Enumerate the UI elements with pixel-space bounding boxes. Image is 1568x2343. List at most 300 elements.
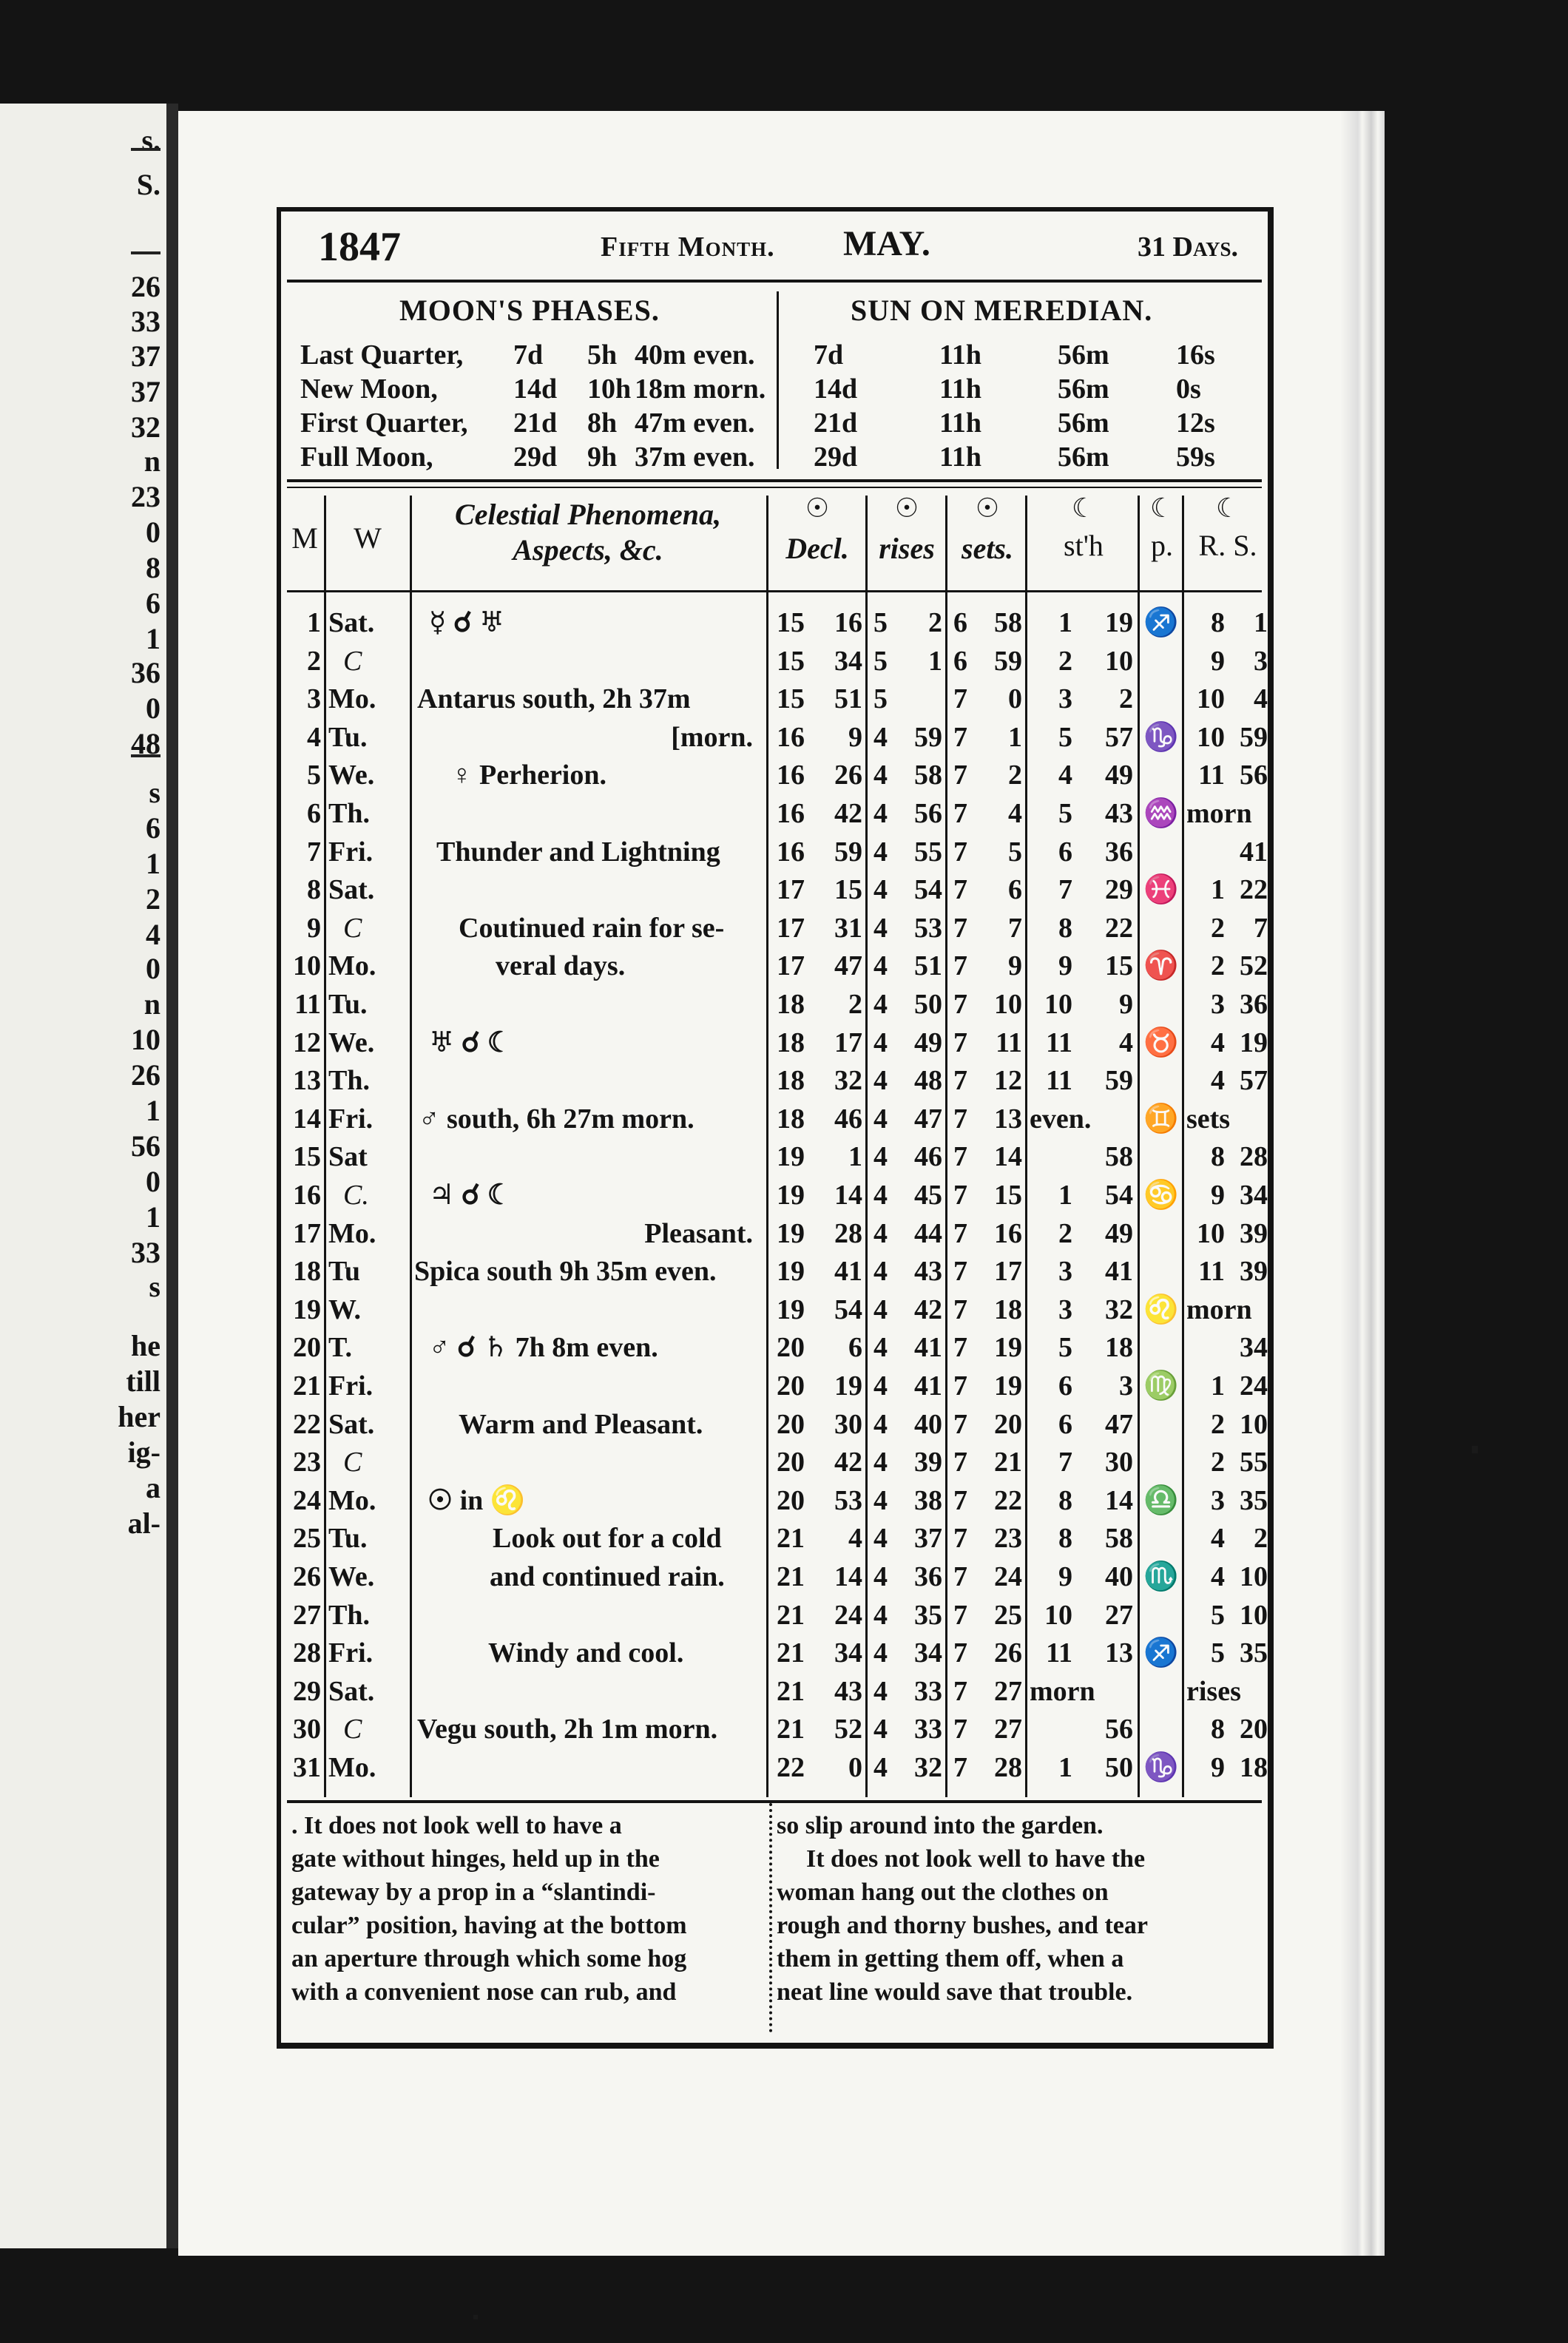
moon-south-hour: even. <box>1030 1103 1092 1135</box>
facing-page-fragment: 4 <box>146 918 160 951</box>
moon-south-minute: 29 <box>1105 874 1133 906</box>
moon-south-hour: 7 <box>1058 874 1072 906</box>
moon-rise-set-hour: 8 <box>1211 1141 1225 1173</box>
sun-set-minute: 11 <box>996 1027 1022 1058</box>
sun-set-hour: 7 <box>953 1408 967 1440</box>
decl-degrees: 20 <box>777 1484 805 1516</box>
sun-rise-minute: 40 <box>914 1408 942 1440</box>
sun-rise-hour: 4 <box>873 1675 888 1707</box>
footer-line: . It does not look well to have a <box>291 1812 622 1839</box>
decl-minutes: 51 <box>834 683 862 715</box>
sun-set-minute: 19 <box>994 1370 1022 1402</box>
moon-south-hour: 8 <box>1058 912 1072 944</box>
moon-south-hour: 11 <box>1046 1637 1072 1669</box>
footer-line: gateway by a prop in a “slantindi- <box>291 1879 656 1906</box>
sun-rise-hour: 4 <box>873 1103 888 1135</box>
moon-rise-set-hour: 9 <box>1211 1180 1225 1211</box>
facing-page-fragment: 0 <box>146 1165 160 1198</box>
sun-second: 12s <box>1176 408 1215 439</box>
phenomenon-note: Warm and Pleasant. <box>459 1408 703 1440</box>
phases-rule-1 <box>287 479 1262 482</box>
moon-south-hour: 4 <box>1058 760 1072 791</box>
day-of-week: Th. <box>328 798 370 829</box>
table-row <box>281 909 1268 947</box>
decl-minutes: 42 <box>834 1447 862 1478</box>
sun-second: 16s <box>1176 339 1215 371</box>
sun-set-hour: 7 <box>953 1294 967 1325</box>
sun-meridian-row <box>791 405 1265 441</box>
phase-time: 37m even. <box>635 442 755 473</box>
decl-minutes: 15 <box>834 874 862 906</box>
sun-rise-minute: 42 <box>914 1294 942 1325</box>
sun-set-minute: 12 <box>994 1065 1022 1097</box>
table-header <box>281 493 1268 589</box>
day-of-month: 11 <box>294 989 321 1020</box>
moon-icon: ☾ <box>1215 493 1240 523</box>
table-row <box>281 756 1268 794</box>
moon-south-minute: 10 <box>1105 645 1133 677</box>
moon-south-hour: 1 <box>1058 1180 1072 1211</box>
moon-rise-set-minute: 3 <box>1254 645 1268 677</box>
phase-day: 21d <box>513 408 558 439</box>
moon-south-hour: morn <box>1030 1675 1095 1707</box>
day-of-month: 21 <box>293 1370 321 1402</box>
facing-page-fragment: 8 <box>146 551 160 584</box>
day-of-week: Fri. <box>328 1370 374 1402</box>
table-row <box>281 1672 1268 1711</box>
moon-phase-row <box>300 371 774 407</box>
moon-south-minute: 57 <box>1105 721 1133 753</box>
decl-degrees: 15 <box>777 645 805 677</box>
moon-south-minute: 30 <box>1105 1447 1133 1478</box>
sun-hour: 11h <box>939 339 982 371</box>
table-row <box>281 1748 1268 1787</box>
decl-degrees: 21 <box>777 1714 805 1745</box>
sun-day: 21d <box>814 408 858 439</box>
facing-page-fragment: 0 <box>146 515 160 549</box>
decl-minutes: 16 <box>834 607 862 638</box>
day-of-week: Sat <box>328 1141 368 1173</box>
day-of-month: 20 <box>293 1332 321 1364</box>
phase-day: 7d <box>513 339 544 371</box>
sun-set-minute: 19 <box>994 1332 1022 1364</box>
moon-rise-set-minute: 36 <box>1240 989 1268 1020</box>
sun-rise-hour: 4 <box>873 760 888 791</box>
facing-page-fragment: till <box>126 1365 160 1398</box>
moon-rise-set-minute: 35 <box>1240 1484 1268 1516</box>
decl-minutes: 46 <box>834 1103 862 1135</box>
sun-rise-minute: 33 <box>914 1675 942 1707</box>
table-row <box>281 985 1268 1024</box>
sun-set-minute: 28 <box>994 1752 1022 1783</box>
decl-minutes: 59 <box>834 836 862 868</box>
sun-set-hour: 7 <box>953 1484 967 1516</box>
phase-divider <box>777 291 779 469</box>
decl-minutes: 47 <box>834 950 862 982</box>
facing-page-fragment: S. <box>136 168 160 201</box>
sun-rise-hour: 4 <box>873 912 888 944</box>
title-row <box>281 217 1268 277</box>
phenomenon-note: Thunder and Lightning <box>436 836 720 868</box>
decl-minutes: 41 <box>834 1256 862 1288</box>
sun-rise-minute: 43 <box>914 1256 942 1288</box>
table-row <box>281 870 1268 909</box>
day-of-month: 16 <box>293 1180 321 1211</box>
facing-page-fragment: a <box>146 1471 160 1504</box>
print-speck <box>1472 1446 1478 1453</box>
moon-rise-set-hour: 4 <box>1211 1561 1225 1592</box>
moon-south-minute: 19 <box>1105 607 1133 638</box>
moon-rise-set-minute: 19 <box>1240 1027 1268 1058</box>
phase-time: 47m even. <box>635 408 755 439</box>
facing-page-fragment: s <box>149 776 160 809</box>
decl-minutes: 14 <box>834 1561 862 1592</box>
moon-rise-set-hour: 2 <box>1211 950 1225 982</box>
sun-set-hour: 7 <box>953 1180 967 1211</box>
moon-rise-set-minute: 59 <box>1240 721 1268 753</box>
day-of-week: Mo. <box>328 1752 376 1783</box>
moon-south-minute: 18 <box>1105 1332 1133 1364</box>
sun-set-hour: 7 <box>953 798 967 829</box>
sun-minute: 56m <box>1058 442 1109 473</box>
day-of-week: T. <box>328 1332 353 1364</box>
moon-rise-set-minute: 10 <box>1240 1561 1268 1592</box>
phenomenon-note: ♃ ☌ ☾ <box>429 1180 513 1211</box>
month: MAY. <box>843 224 930 263</box>
sun-set-hour: 7 <box>953 1103 967 1135</box>
sun-set-minute: 21 <box>994 1447 1022 1478</box>
moon-place-sign: ♐ <box>1143 607 1179 638</box>
decl-minutes: 4 <box>848 1523 862 1555</box>
day-of-month: 26 <box>293 1561 321 1592</box>
sun-rise-hour: 4 <box>873 1523 888 1555</box>
decl-degrees: 21 <box>777 1561 805 1592</box>
moon-icon: ☾ <box>1149 493 1175 523</box>
moon-phase-row <box>300 439 774 475</box>
moon-place-sign: ♓ <box>1143 874 1179 906</box>
sun-rise-hour: 4 <box>873 1065 888 1097</box>
sun-set-hour: 7 <box>953 760 967 791</box>
moon-south-minute: 4 <box>1119 1027 1133 1058</box>
moon-south-hour: 6 <box>1058 1408 1072 1440</box>
day-of-month: 4 <box>307 721 321 753</box>
day-of-week: C <box>343 912 362 944</box>
moon-south-hour: 9 <box>1058 950 1072 982</box>
col-header-w: W <box>354 521 382 555</box>
moon-icon: ☾ <box>1071 493 1096 523</box>
facing-page-fragment: her <box>118 1400 160 1433</box>
moon-south-minute: 3 <box>1119 1370 1133 1402</box>
sun-set-minute: 25 <box>994 1599 1022 1631</box>
day-of-month: 24 <box>293 1484 321 1516</box>
almanac-calendar-box <box>277 207 1274 2049</box>
decl-minutes: 24 <box>834 1599 862 1631</box>
decl-minutes: 43 <box>834 1675 862 1707</box>
sun-set-minute: 16 <box>994 1217 1022 1249</box>
header-rule <box>287 590 1262 592</box>
decl-degrees: 18 <box>777 989 805 1020</box>
facing-page-fragment: 37 <box>131 339 160 373</box>
moon-south-hour: 7 <box>1058 1447 1072 1478</box>
decl-degrees: 17 <box>777 912 805 944</box>
phenomenon-note: Windy and cool. <box>488 1637 684 1669</box>
moon-south-minute: 49 <box>1105 1217 1133 1249</box>
moon-south-hour: 5 <box>1058 798 1072 829</box>
sun-set-hour: 7 <box>953 683 967 715</box>
day-of-week: Sat. <box>328 1675 375 1707</box>
sun-set-hour: 7 <box>953 1027 967 1058</box>
day-of-week: Fri. <box>328 1637 374 1669</box>
sun-rise-minute: 37 <box>914 1523 942 1555</box>
decl-degrees: 19 <box>777 1256 805 1288</box>
moon-rise-set-minute: 20 <box>1240 1714 1268 1745</box>
sun-set-hour: 7 <box>953 1256 967 1288</box>
sun-rise-hour: 4 <box>873 874 888 906</box>
decl-minutes: 2 <box>848 989 862 1020</box>
phenomenon-note: and continued rain. <box>490 1561 725 1592</box>
phenomenon-note: ☉ in ♌ <box>428 1484 526 1516</box>
sun-rise-minute: 50 <box>914 989 942 1020</box>
sun-rise-hour: 4 <box>873 1561 888 1592</box>
day-of-week: We. <box>328 1027 375 1058</box>
phenomenon-note: Spica south 9h 35m even. <box>414 1256 717 1288</box>
table-row <box>281 794 1268 833</box>
decl-degrees: 17 <box>777 874 805 906</box>
print-speck <box>473 2315 478 2319</box>
phase-name: First Quarter, <box>300 408 468 439</box>
decl-minutes: 28 <box>834 1217 862 1249</box>
sun-set-minute: 0 <box>1008 683 1022 715</box>
moon-rise-set-hour: 2 <box>1211 1408 1225 1440</box>
decl-minutes: 34 <box>834 1637 862 1669</box>
moon-south-hour: 11 <box>1046 1065 1072 1097</box>
day-of-week: C <box>343 645 362 677</box>
decl-degrees: 16 <box>777 836 805 868</box>
moon-south-hour: 2 <box>1058 1217 1072 1249</box>
moon-place-sign: ♏ <box>1143 1561 1179 1592</box>
table-row <box>281 1443 1268 1481</box>
phenomenon-note: Look out for a cold <box>493 1523 722 1555</box>
day-of-month: 30 <box>293 1714 321 1745</box>
day-of-week: Tu. <box>328 1523 368 1555</box>
sun-rise-hour: 4 <box>873 1027 888 1058</box>
day-of-month: 18 <box>293 1256 321 1288</box>
day-of-month: 2 <box>307 645 321 677</box>
sun-rise-hour: 4 <box>873 1370 888 1402</box>
facing-page-fragment: 1 <box>146 1094 160 1127</box>
sun-rise-hour: 4 <box>873 1714 888 1745</box>
moon-rise-set-hour: 10 <box>1197 721 1225 753</box>
phase-day: 29d <box>513 442 558 473</box>
sun-rise-minute: 56 <box>914 798 942 829</box>
day-of-month: 9 <box>307 912 321 944</box>
decl-degrees: 15 <box>777 683 805 715</box>
footer-line: them in getting them off, when a <box>777 1945 1124 1972</box>
decl-minutes: 9 <box>848 721 862 753</box>
sun-set-minute: 13 <box>994 1103 1022 1135</box>
decl-minutes: 26 <box>834 760 862 791</box>
moon-rise-set-hour: 11 <box>1198 1256 1225 1288</box>
day-of-week: We. <box>328 760 375 791</box>
moon-rise-set-minute: 1 <box>1254 607 1268 638</box>
facing-page-fragment: s <box>149 1270 160 1303</box>
moon-south-minute: 41 <box>1105 1256 1133 1288</box>
sun-rise-minute: 36 <box>914 1561 942 1592</box>
facing-page-rule <box>131 754 160 757</box>
day-of-week: Tu <box>328 1256 360 1288</box>
moon-south-minute: 59 <box>1105 1065 1133 1097</box>
moon-rise-set-minute: 34 <box>1240 1332 1268 1364</box>
decl-degrees: 19 <box>777 1294 805 1325</box>
day-of-week: Mo. <box>328 950 376 982</box>
footer-line: cular” position, having at the bottom <box>291 1912 687 1939</box>
decl-degrees: 16 <box>777 721 805 753</box>
moon-rise-set-minute: 24 <box>1240 1370 1268 1402</box>
moon-rise-set-minute: 18 <box>1240 1752 1268 1783</box>
phenomenon-note: ♂ south, 6h 27m morn. <box>419 1103 695 1135</box>
sun-rise-minute: 34 <box>914 1637 942 1669</box>
table-row <box>281 1061 1268 1100</box>
days-count: 31 Days. <box>1138 231 1238 263</box>
sun-rise-minute: 2 <box>928 607 942 638</box>
day-of-week: Th. <box>328 1599 370 1631</box>
sun-hour: 11h <box>939 408 982 439</box>
sun-rise-hour: 5 <box>873 645 888 677</box>
day-of-week: Tu. <box>328 721 368 753</box>
moon-rise-set-hour: 5 <box>1211 1599 1225 1631</box>
sun-meridian-row <box>791 371 1265 407</box>
sun-rise-minute: 53 <box>914 912 942 944</box>
moon-south-hour: 6 <box>1058 1370 1072 1402</box>
sun-set-hour: 7 <box>953 721 967 753</box>
sun-minute: 56m <box>1058 408 1109 439</box>
day-of-month: 13 <box>293 1065 321 1097</box>
sun-set-minute: 4 <box>1008 798 1022 829</box>
footer-line: neat line would save that trouble. <box>777 1978 1133 2006</box>
footer-rule <box>287 1800 1262 1803</box>
facing-page-fragment: al- <box>127 1507 160 1540</box>
phase-time: 40m even. <box>635 339 755 371</box>
moon-rise-set-hour: 2 <box>1211 912 1225 944</box>
sun-set-minute: 27 <box>994 1675 1022 1707</box>
moon-rise-set-hour: 8 <box>1211 607 1225 638</box>
day-of-month: 28 <box>293 1637 321 1669</box>
moon-rise-set-hour: 10 <box>1197 1217 1225 1249</box>
day-of-week: Sat. <box>328 874 375 906</box>
sun-rise-hour: 4 <box>873 1294 888 1325</box>
sun-rise-minute: 49 <box>914 1027 942 1058</box>
decl-degrees: 21 <box>777 1523 805 1555</box>
moon-south-hour: 1 <box>1058 607 1072 638</box>
sun-set-hour: 7 <box>953 950 967 982</box>
phase-hour: 10h <box>587 373 632 405</box>
moon-rise-set-minute: 28 <box>1240 1141 1268 1173</box>
col-header-phenomena-1: Celestial Phenomena, <box>455 498 721 531</box>
sun-set-hour: 7 <box>953 1561 967 1592</box>
decl-degrees: 15 <box>777 607 805 638</box>
facing-page-fragment: 26 <box>131 1058 160 1092</box>
decl-degrees: 20 <box>777 1447 805 1478</box>
moon-rise-set-hour: 5 <box>1211 1637 1225 1669</box>
facing-page-fragment: 23 <box>131 480 160 513</box>
table-row <box>281 1558 1268 1596</box>
moon-phase-row <box>300 405 774 441</box>
moon-place-sign: ♑ <box>1143 721 1179 753</box>
facing-page-fragment: 48 <box>131 727 160 760</box>
sun-rise-minute: 35 <box>914 1599 942 1631</box>
moon-rise-set-minute: 56 <box>1240 760 1268 791</box>
sun-second: 59s <box>1176 442 1215 473</box>
facing-page-fragment: 2 <box>146 882 160 916</box>
moon-rise-set-hour: rises <box>1186 1675 1241 1707</box>
moon-rise-set-minute: 10 <box>1240 1408 1268 1440</box>
year: 1847 <box>318 224 401 270</box>
page-edges <box>1340 111 1385 2256</box>
phase-hour: 9h <box>587 442 618 473</box>
decl-degrees: 17 <box>777 950 805 982</box>
sun-rise-minute: 54 <box>914 874 942 906</box>
footer-line: gate without hinges, held up in the <box>291 1845 660 1873</box>
decl-degrees: 19 <box>777 1180 805 1211</box>
decl-minutes: 32 <box>834 1065 862 1097</box>
sun-rise-hour: 4 <box>873 950 888 982</box>
sun-day: 29d <box>814 442 858 473</box>
sun-set-minute: 20 <box>994 1408 1022 1440</box>
col-header-rises: rises <box>879 532 935 565</box>
table-row <box>281 947 1268 985</box>
sun-rise-hour: 5 <box>873 683 888 715</box>
facing-page-fragment: 6 <box>146 586 160 620</box>
sun-set-hour: 6 <box>953 645 967 677</box>
moon-rise-set-minute: 57 <box>1240 1065 1268 1097</box>
sun-set-minute: 59 <box>994 645 1022 677</box>
day-of-week: Tu. <box>328 989 368 1020</box>
sun-set-hour: 7 <box>953 1523 967 1555</box>
facing-page-fragment: 0 <box>146 952 160 985</box>
sun-rise-minute: 46 <box>914 1141 942 1173</box>
moon-south-minute: 32 <box>1105 1294 1133 1325</box>
decl-degrees: 21 <box>777 1637 805 1669</box>
moon-rise-set-hour: 1 <box>1211 874 1225 906</box>
moon-south-minute: 2 <box>1119 683 1133 715</box>
sun-rise-hour: 4 <box>873 1408 888 1440</box>
moon-rise-set-minute: 22 <box>1240 874 1268 906</box>
sun-hour: 11h <box>939 442 982 473</box>
sun-rise-hour: 4 <box>873 989 888 1020</box>
sun-rise-minute: 48 <box>914 1065 942 1097</box>
sun-set-minute: 1 <box>1008 721 1022 753</box>
moon-south-minute: 49 <box>1105 760 1133 791</box>
day-of-month: 8 <box>307 874 321 906</box>
sun-set-hour: 7 <box>953 1675 967 1707</box>
sun-set-minute: 6 <box>1008 874 1022 906</box>
table-row <box>281 1367 1268 1405</box>
decl-degrees: 16 <box>777 798 805 829</box>
sun-rise-hour: 4 <box>873 1484 888 1516</box>
moon-place-sign: ♋ <box>1143 1180 1179 1211</box>
phenomenon-note: Coutinued rain for se- <box>459 912 725 944</box>
day-of-week: Mo. <box>328 1217 376 1249</box>
moon-rise-set-minute: 7 <box>1254 912 1268 944</box>
phenomenon-note: [morn. <box>671 721 753 753</box>
sun-second: 0s <box>1176 373 1201 405</box>
day-of-week: C. <box>343 1180 369 1211</box>
sun-set-hour: 7 <box>953 874 967 906</box>
decl-degrees: 22 <box>777 1752 805 1783</box>
moon-south-hour: 8 <box>1058 1484 1072 1516</box>
moon-south-hour: 8 <box>1058 1523 1072 1555</box>
moon-rise-set-minute: 10 <box>1240 1599 1268 1631</box>
